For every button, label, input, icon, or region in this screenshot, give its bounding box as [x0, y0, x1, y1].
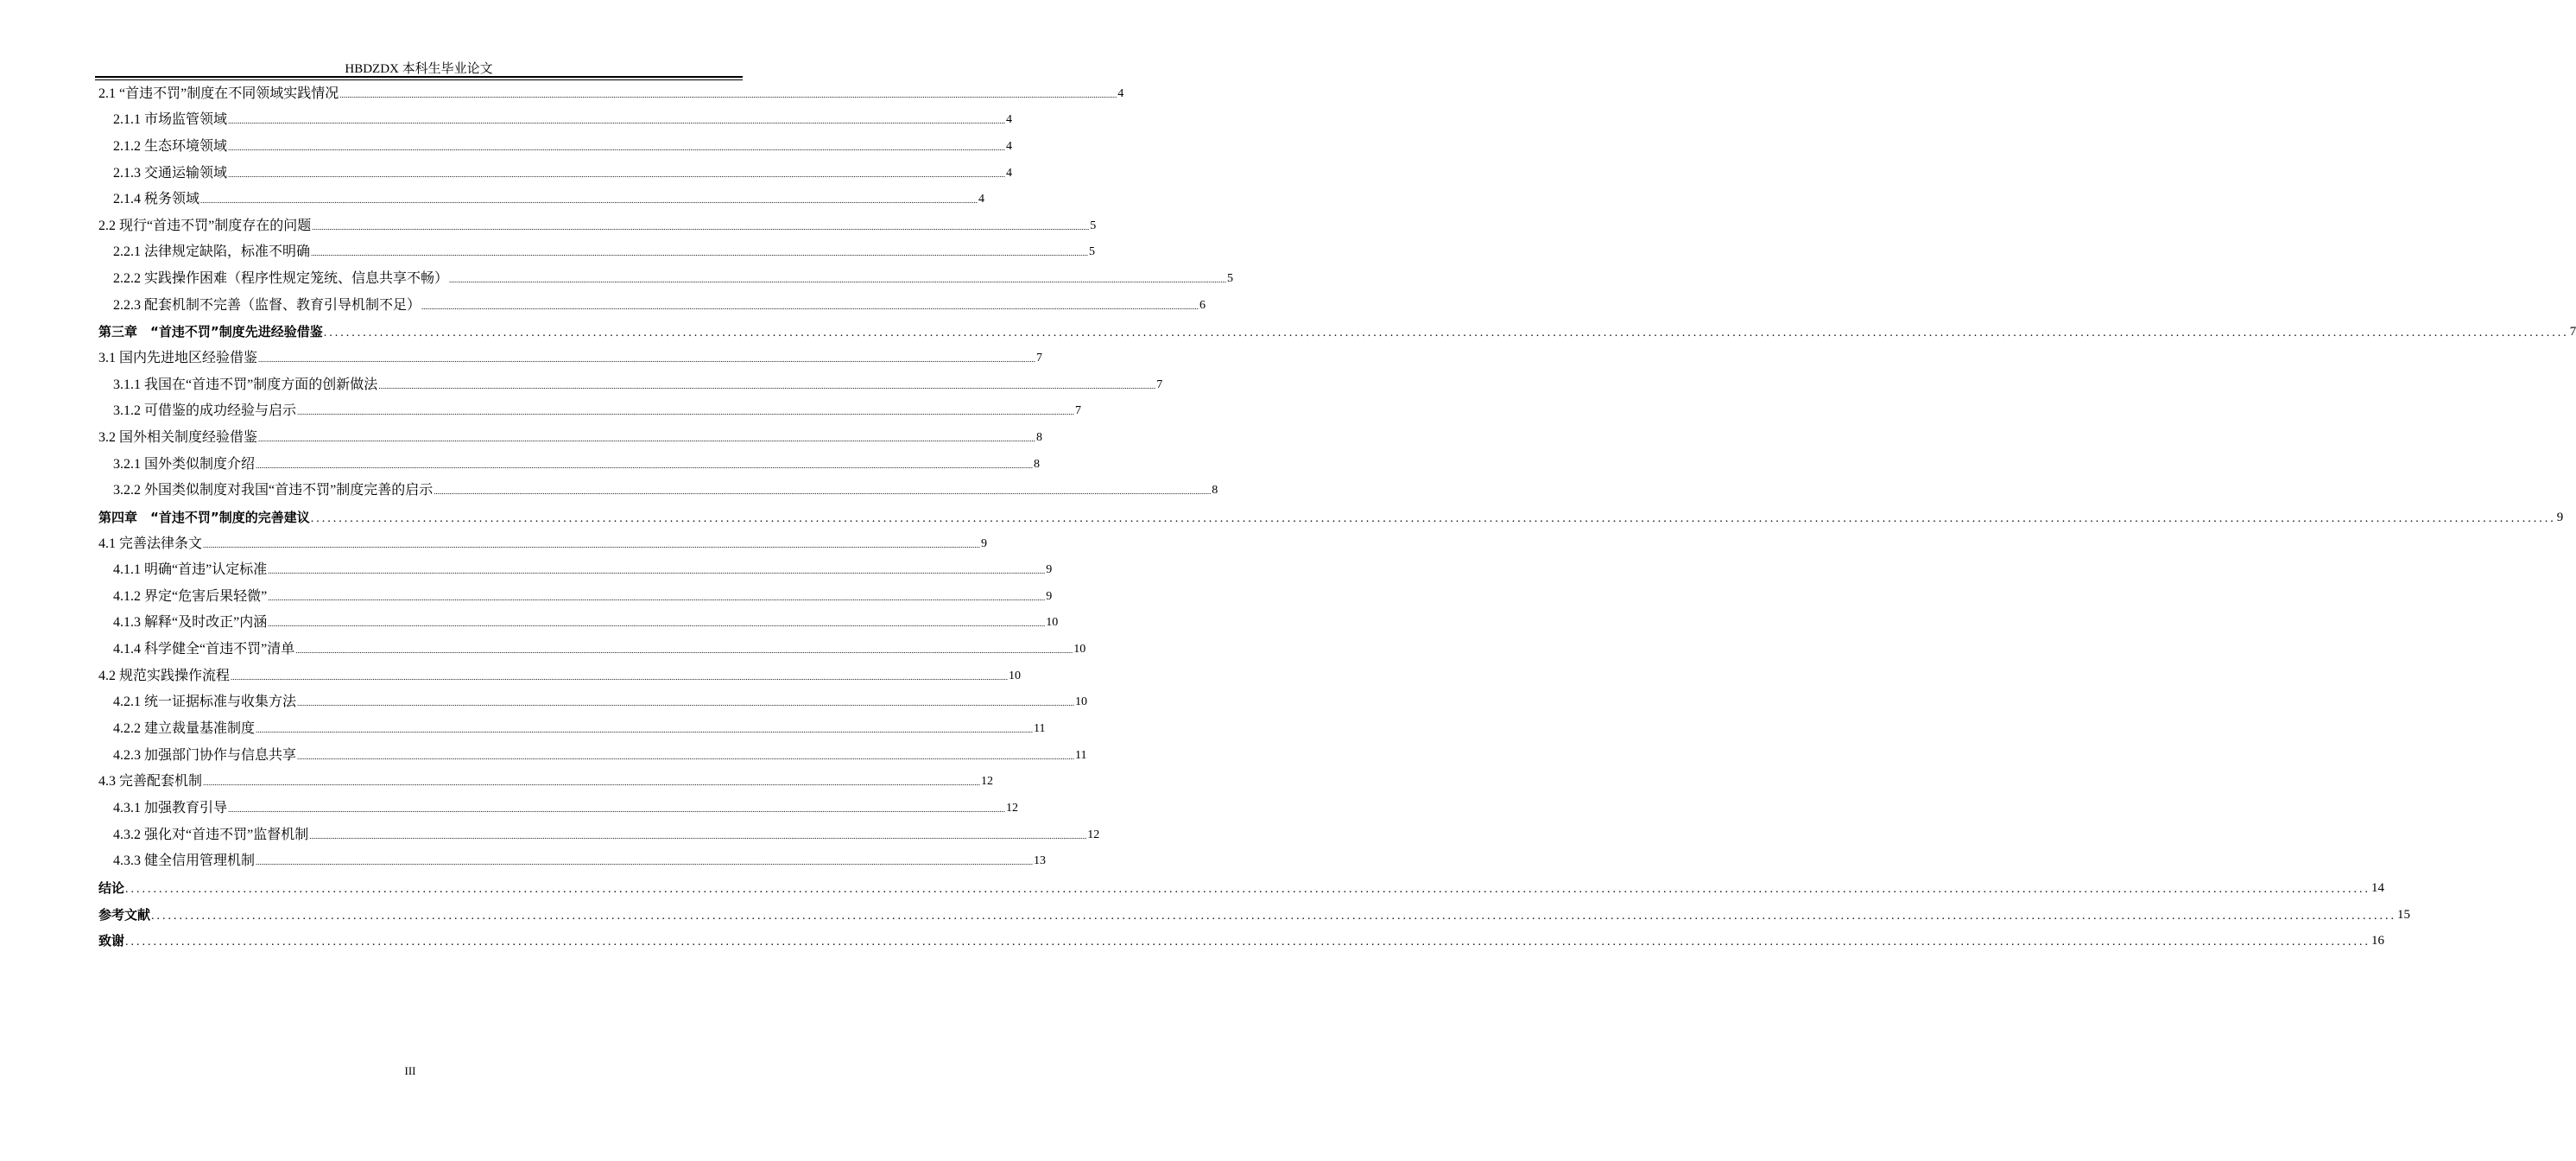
dot-leader: ................................................................................................................................................................................................................................................................................................................................................................................................................: [449, 276, 1227, 285]
toc-entry-page: 12: [981, 775, 994, 789]
dot-leader: ................................................................................................................................................................................................................................................................................................................................................................................................................: [228, 804, 1006, 814]
toc-entry-title: 2.1.4 税务领域: [113, 192, 200, 207]
dot-leader: ................................................................................................................................................................................................................................................................................................................................................................................................................: [309, 831, 1087, 841]
dot-leader: ................................................................................................................................................................................................................................................................................................................................................................................................................: [268, 593, 1046, 602]
dot-leader: ................................................................................................................................................................................................................................................................................................................................................................................................................: [339, 90, 1117, 99]
toc-entry-page: 15: [2397, 907, 2411, 922]
dot-leader: ................................................................................................................................................................................................................................................................................................................................................................................................................: [310, 511, 2556, 525]
dot-leader: ................................................................................................................................................................................................................................................................................................................................................................................................................: [151, 909, 2397, 923]
toc-entry[interactable]: [98, 478, 1218, 504]
toc-entry-page: 4: [1006, 139, 1013, 153]
toc-entry[interactable]: [98, 371, 1163, 398]
toc-entry-page: 8: [1034, 457, 1041, 471]
toc-entry[interactable]: [98, 345, 1043, 371]
header-divider: [95, 76, 743, 78]
dot-leader: ................................................................................................................................................................................................................................................................................................................................................................................................................: [312, 222, 1090, 232]
toc-entry-page: 10: [1075, 695, 1088, 709]
page-header: HBDZDX 本科生毕业论文: [345, 62, 493, 76]
toc-entry-title: 2.2.1 法律规定缺陷，标准不明确: [113, 244, 311, 260]
toc-entry[interactable]: [98, 530, 988, 557]
toc-entry[interactable]: [98, 80, 1124, 107]
dot-leader: ................................................................................................................................................................................................................................................................................................................................................................................................................: [256, 858, 1034, 867]
toc-entry[interactable]: [98, 610, 1059, 637]
toc-entry-title: 4.1 完善法律条文: [98, 536, 203, 551]
dot-leader: ................................................................................................................................................................................................................................................................................................................................................................................................................: [125, 936, 2371, 949]
toc-entry-page: 10: [1046, 616, 1059, 630]
dot-leader: ................................................................................................................................................................................................................................................................................................................................................................................................................: [203, 540, 981, 549]
toc-entry[interactable]: [98, 557, 1053, 584]
toc-entry-title: 2.1.3 交通运输领域: [113, 165, 228, 181]
toc-entry-title: 4.3.2 强化对“首违不罚”监督机制: [113, 827, 309, 842]
toc-entry-page: 7: [1156, 377, 1163, 391]
dot-leader: ................................................................................................................................................................................................................................................................................................................................................................................................................: [297, 752, 1075, 761]
toc-entry-title: 致谢: [98, 933, 125, 949]
toc-entry[interactable]: [98, 160, 1013, 187]
toc-entry[interactable]: [98, 133, 1013, 160]
toc-entry-title: 4.2.3 加强部门协作与信息共享: [113, 747, 297, 763]
dot-leader: ................................................................................................................................................................................................................................................................................................................................................................................................................: [297, 699, 1075, 708]
toc-entry-title: 4.3.1 加强教育引导: [113, 800, 228, 815]
toc-entry-page: 8: [1036, 430, 1043, 444]
toc-entry-page: 10: [1073, 643, 1086, 657]
toc-entry[interactable]: [98, 769, 994, 796]
toc-entry-page: 8: [1212, 484, 1218, 498]
toc-entry[interactable]: [98, 848, 1047, 875]
dot-leader: ................................................................................................................................................................................................................................................................................................................................................................................................................: [228, 143, 1006, 152]
toc-entry-page: 11: [1034, 722, 1046, 736]
toc-entry-page: 6: [1199, 298, 1206, 312]
toc-entry[interactable]: [98, 398, 1082, 425]
toc-entry[interactable]: [98, 292, 1206, 319]
toc-entry-page: 5: [1090, 219, 1097, 232]
dot-leader: ................................................................................................................................................................................................................................................................................................................................................................................................................: [378, 381, 1156, 390]
table-of-contents: [98, 80, 2576, 954]
dot-leader: ................................................................................................................................................................................................................................................................................................................................................................................................................: [268, 567, 1046, 576]
toc-entry-page: 16: [2371, 934, 2385, 948]
toc-entry-title: 2.1 “首违不罚”制度在不同领域实践情况: [98, 86, 339, 101]
toc-entry[interactable]: [98, 742, 1087, 769]
toc-entry-page: 14: [2371, 880, 2385, 895]
toc-entry-page: 12: [1006, 801, 1019, 815]
toc-entry-page: 7: [2569, 325, 2576, 339]
page-number: III: [404, 1064, 416, 1077]
toc-entry-page: 9: [1046, 589, 1053, 603]
toc-entry[interactable]: [98, 107, 1013, 134]
toc-entry[interactable]: [98, 319, 2576, 346]
dot-leader: ................................................................................................................................................................................................................................................................................................................................................................................................................: [311, 249, 1089, 258]
toc-entry[interactable]: [98, 213, 1097, 239]
dot-leader: ................................................................................................................................................................................................................................................................................................................................................................................................................: [295, 646, 1073, 656]
toc-entry-title: 4.3.3 健全信用管理机制: [113, 853, 256, 869]
toc-entry-title: 4.1.3 解释“及时改正”内涵: [113, 615, 268, 631]
dot-leader: ................................................................................................................................................................................................................................................................................................................................................................................................................: [258, 355, 1036, 365]
toc-entry-title: 3.2 国外相关制度经验借鉴: [98, 429, 258, 445]
dot-leader: ................................................................................................................................................................................................................................................................................................................................................................................................................: [228, 169, 1006, 179]
dot-leader: ................................................................................................................................................................................................................................................................................................................................................................................................................: [125, 882, 2371, 896]
toc-entry-title: 4.2.1 统一证据标准与收集方法: [113, 695, 297, 710]
toc-entry-title: 2.2 现行“首违不罚”制度存在的问题: [98, 218, 312, 233]
dot-leader: ................................................................................................................................................................................................................................................................................................................................................................................................................: [256, 726, 1034, 735]
toc-entry-page: 5: [1227, 272, 1234, 286]
toc-entry[interactable]: [98, 265, 1234, 292]
toc-entry[interactable]: [98, 424, 1043, 451]
toc-entry[interactable]: [98, 901, 2411, 928]
toc-entry-title: 参考文献: [98, 906, 151, 923]
toc-entry-page: 13: [1034, 854, 1047, 868]
toc-entry-title: 第四章 “首违不罚”制度的完善建议: [98, 509, 310, 525]
dot-leader: ................................................................................................................................................................................................................................................................................................................................................................................................................: [231, 672, 1009, 682]
toc-entry-page: 4: [1117, 86, 1124, 100]
toc-entry-title: 3.1 国内先进地区经验借鉴: [98, 351, 258, 366]
dot-leader: ................................................................................................................................................................................................................................................................................................................................................................................................................: [258, 434, 1036, 443]
toc-entry-title: 2.2.2 实践操作困难（程序性规定笼统、信息共享不畅）: [113, 271, 449, 287]
toc-entry[interactable]: [98, 822, 1100, 848]
toc-entry[interactable]: [98, 187, 985, 213]
toc-entry-title: 4.3 完善配套机制: [98, 774, 203, 790]
toc-entry-page: 4: [978, 193, 985, 206]
dot-leader: ................................................................................................................................................................................................................................................................................................................................................................................................................: [297, 408, 1075, 417]
toc-entry-page: 11: [1075, 748, 1087, 762]
toc-entry-page: 9: [2556, 510, 2564, 524]
toc-entry-page: 7: [1036, 352, 1043, 365]
toc-entry-title: 4.2.2 建立裁量基准制度: [113, 721, 256, 737]
toc-entry[interactable]: [98, 451, 1041, 478]
toc-entry[interactable]: [98, 689, 1088, 716]
toc-entry[interactable]: [98, 504, 2564, 530]
dot-leader: ................................................................................................................................................................................................................................................................................................................................................................................................................: [323, 327, 2569, 340]
dot-leader: ................................................................................................................................................................................................................................................................................................................................................................................................................: [434, 487, 1212, 497]
toc-entry[interactable]: [98, 715, 1046, 742]
toc-entry-title: 4.1.4 科学健全“首违不罚”清单: [113, 642, 295, 657]
toc-entry-title: 2.1.1 市场监管领域: [113, 112, 228, 128]
toc-entry-page: 9: [1046, 563, 1053, 577]
toc-entry-title: 3.1.2 可借鉴的成功经验与启示: [113, 403, 297, 419]
toc-entry-title: 2.1.2 生态环境领域: [113, 138, 228, 154]
toc-entry[interactable]: [98, 874, 2385, 901]
dot-leader: ................................................................................................................................................................................................................................................................................................................................................................................................................: [200, 196, 978, 206]
toc-entry-page: 5: [1089, 245, 1096, 259]
toc-entry[interactable]: [98, 928, 2385, 955]
dot-leader: ................................................................................................................................................................................................................................................................................................................................................................................................................: [421, 301, 1199, 311]
toc-entry-title: 4.1.1 明确“首违”认定标准: [113, 562, 268, 578]
dot-leader: ................................................................................................................................................................................................................................................................................................................................................................................................................: [268, 619, 1046, 629]
toc-entry[interactable]: [98, 795, 1019, 822]
toc-entry-page: 12: [1087, 828, 1100, 841]
toc-entry[interactable]: [98, 663, 1022, 689]
toc-entry-title: 4.1.2 界定“危害后果轻微”: [113, 588, 268, 604]
toc-entry-page: 7: [1075, 404, 1082, 418]
toc-entry-title: 2.2.3 配套机制不完善（监督、教育引导机制不足）: [113, 297, 421, 313]
toc-entry[interactable]: [98, 239, 1096, 266]
toc-entry-page: 4: [1006, 166, 1013, 180]
toc-entry-page: 10: [1009, 669, 1022, 682]
toc-entry[interactable]: [98, 583, 1053, 610]
toc-entry[interactable]: [98, 636, 1086, 663]
toc-entry-page: 9: [981, 536, 988, 550]
dot-leader: ................................................................................................................................................................................................................................................................................................................................................................................................................: [203, 778, 981, 788]
dot-leader: ................................................................................................................................................................................................................................................................................................................................................................................................................: [228, 117, 1006, 126]
toc-entry-title: 第三章 “首违不罚”制度先进经验借鉴: [98, 324, 323, 340]
toc-entry-page: 4: [1006, 113, 1013, 127]
toc-entry-title: 结论: [98, 879, 125, 896]
toc-entry-title: 3.2.2 外国类似制度对我国“首违不罚”制度完善的启示: [113, 483, 434, 498]
toc-entry-title: 3.2.1 国外类似制度介绍: [113, 456, 256, 472]
toc-entry-title: 4.2 规范实践操作流程: [98, 668, 231, 683]
toc-entry-title: 3.1.1 我国在“首违不罚”制度方面的创新做法: [113, 377, 378, 392]
dot-leader: ................................................................................................................................................................................................................................................................................................................................................................................................................: [256, 460, 1034, 470]
